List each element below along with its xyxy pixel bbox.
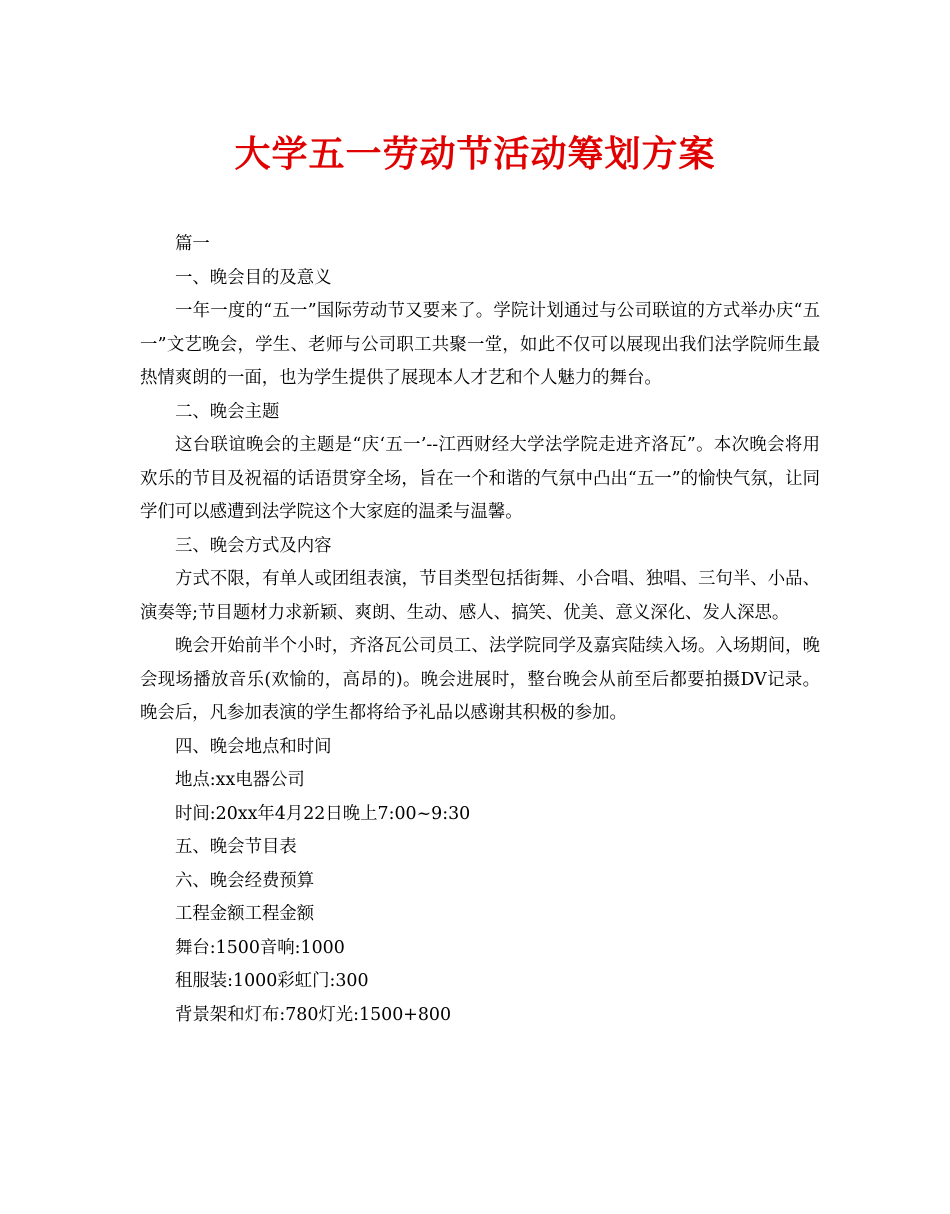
section-heading: 一、晚会目的及意义	[175, 267, 332, 288]
section-heading: 三、晚会方式及内容	[175, 535, 332, 556]
paragraph: 背景架和灯布:780灯光:1500+800	[175, 1004, 452, 1025]
paragraph: 方式不限，有单人或团组表演，节目类型包括街舞、小合唱、独唱、三句半、小品、演奏等;节目题材力求新颖、爽朗、生动、感人、搞笑、优美、意义深化、发人深思。	[140, 569, 820, 623]
section-heading: 二、晚会主题	[175, 401, 280, 422]
paragraph: 工程金额工程金额	[175, 904, 315, 924]
section-heading: 六、晚会经费预算	[175, 870, 315, 891]
paragraph: 晚会开始前半个小时，齐洛瓦公司员工、法学院同学及嘉宾陆续入场。入场期间，晚会现场播放音乐(欢愉的，高昂的)。晚会进展时，整台晚会从前至后都要拍摄DV记录。晚会后，凡参加表演的学生都将给予礼品以感谢其积极的参加。	[140, 636, 820, 723]
paragraph: 这台联谊晚会的主题是“庆‘五一’--江西财经大学法学院走进齐洛瓦”。本次晚会将用欢乐的节目及祝福的话语贯穿全场，旨在一个和谐的气氛中凸出“五一”的愉快气氛，让同学们可以感遭到法学院这个大家庭的温柔与温馨。	[140, 435, 820, 522]
paragraph: 一年一度的“五一”国际劳动节又要来了。学院计划通过与公司联谊的方式举办庆“五一”文艺晚会，学生、老师与公司职工共聚一堂，如此不仅可以展现出我们法学院师生最热情爽朗的一面，也为学生提供了展现本人才艺和个人魅力的舞台。	[140, 301, 820, 388]
paragraph: 时间:20xx年4月22日晚上7:00~9:30	[175, 803, 471, 824]
paragraph: 舞台:1500音响:1000	[175, 937, 345, 958]
paragraph: 地点:xx电器公司	[175, 770, 305, 790]
paragraph: 租服装:1000彩虹门:300	[175, 971, 369, 991]
section-heading: 四、晚会地点和时间	[175, 736, 332, 757]
document-body	[140, 228, 820, 1032]
document-title: 大学五一劳动节活动筹划方案	[234, 133, 716, 175]
paragraph: 篇一	[175, 234, 210, 254]
section-heading: 五、晚会节目表	[175, 837, 297, 857]
